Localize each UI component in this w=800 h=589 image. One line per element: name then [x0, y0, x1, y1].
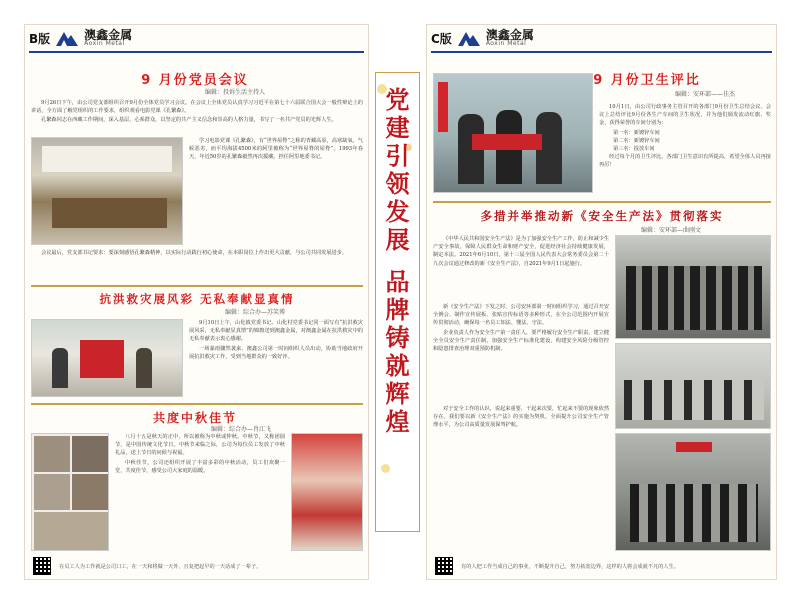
company-logo-icon: [56, 30, 78, 46]
article-byline: 编辑：综合办—苏笑博: [225, 309, 286, 316]
article-title: 9 月份卫生评比: [593, 73, 701, 88]
article-body: [433, 405, 609, 549]
brand-name: 澳鑫金属: [84, 28, 133, 42]
page-header: [431, 29, 534, 47]
meeting-room-photo: [615, 343, 771, 429]
brand-name-en: Aoxin Metal: [485, 40, 527, 47]
paragraph: 对于安全工作的认识，说起来重要，干起来次要，忙起来不要的现象依然存在。我们要以新《安全生产法》的实施为契机，全面提升公司安全生产管理水平，为公司高质量发展保驾护航。: [433, 406, 609, 429]
edition-label: B版: [29, 31, 51, 46]
paragraph: 学习电影党课《孔繁森》，有“世界屋脊”之称的青藏高原，高寒缺氧，气候恶劣，而平均海拔4500米的阿里被称为“世界屋脊的屋脊”。1993年春天，年近50岁的孔繁森毅然再次援藏，担任阿里地委书记。: [189, 138, 363, 161]
festival-photo-grid: [31, 433, 109, 551]
paragraph: 企业负责人作为安全生产第一责任人，要严格履行安全生产职责，建立健全全员安全生产责任制，加强安全生产标准化建设，构建安全风险分级管控和隐患排查治理双重预防机制。: [433, 329, 609, 353]
article-title: 共度中秋佳节: [152, 411, 237, 425]
article-body: [189, 137, 363, 247]
paragraph: 经过每个月的卫生评比，各部门卫生意识有所提高，希望全体人员再接再厉！: [599, 154, 771, 169]
slogan-char: 煌: [385, 407, 410, 436]
slogan-char: 铸: [385, 323, 410, 352]
slogan-char: 发: [385, 197, 410, 226]
banner-photo: [31, 319, 183, 397]
qr-code-icon: [33, 557, 51, 575]
paragraph: 10月1日，由公司行政事务主管召开的各部门9月份卫生总结会议。会议上总结评比9月份各生产车间的卫生状况，并为他们颁发流动红旗、奖金，获得荣誉的车间分别为：: [599, 104, 771, 127]
article-body: [189, 319, 363, 391]
section-divider: [31, 285, 363, 287]
slogan-char: 建: [385, 113, 410, 142]
article-body: [433, 235, 609, 301]
page-c: [426, 24, 777, 580]
paragraph: 孔繁森同志在西藏工作期间，深入基层，心系群众，以坚定的共产主义信念和崇高的人格力量，书写了一名共产党员的光辉人生。: [41, 117, 337, 124]
article-title: 抗洪救灾展风彩 无私奉献显真情: [99, 292, 295, 306]
mooncake-photo: [291, 433, 363, 551]
article-byline: 编辑：投诉生活主持人: [205, 89, 266, 96]
paragraph: 9月10日上午，山化镇党委书记、山化村党委书记同一面写有“抗洪救灾展风采，无私奉献显真情”的锦旗送到澳鑫金属，对澳鑫金属在抗洪救灾中的无私奉献表示衷心感谢。: [189, 320, 363, 343]
qr-code-icon: [435, 557, 453, 575]
winner-item: 第一名：新镀锌车间: [613, 129, 660, 136]
company-logo-icon: [458, 30, 480, 46]
article-body: [31, 99, 363, 135]
slogan-char: 品: [385, 267, 410, 296]
paragraph: 新《安全生产法》下发之时，公司安环部第一时间组织学习，通过召开安全例会、制作宣传展板、张贴宣传标语等多种形式，在全公司范围内开展宣传贯彻活动，确保每一名员工知法、懂法、守法。: [433, 304, 609, 327]
brand: [84, 29, 132, 47]
edition-label: C版: [431, 31, 452, 46]
meeting-photo: [31, 137, 183, 245]
header-rule: [29, 51, 364, 53]
vertical-slogan: [369, 86, 426, 436]
section-divider: [433, 201, 771, 203]
workshop-photo: [615, 433, 771, 551]
paragraph: 一场暴雨骤然袭来，澳鑫公司第一时间组织人员出动，协助当地政府开展抗洪救灾工作，受到当地群众的一致好评。: [189, 345, 363, 360]
article-body: [31, 249, 363, 283]
article-byline: 编辑：安环部——佳杰: [675, 91, 736, 98]
article-title: 9 月份党员会议: [141, 73, 249, 88]
paragraph: 中秋佳节，公司还组织开展了丰富多彩的中秋活动，员工们欢聚一堂，共度佳节，感受公司大家庭的温暖。: [115, 459, 285, 474]
page-header: [29, 29, 132, 47]
page-b: [24, 24, 369, 580]
section-divider: [31, 403, 363, 405]
slogan-char: 牌: [385, 295, 410, 324]
article-body: [433, 303, 609, 403]
brand-name: 澳鑫金属: [485, 28, 534, 42]
slogan-char: 辉: [385, 379, 410, 408]
brand-name-en: Aoxin Metal: [84, 40, 125, 47]
page-footer: 有的人把工作当成自己的事业，不断提升自己，努力拓宽边界，这样的人将会成就不凡的人生。: [461, 564, 679, 570]
decor-bubble: [381, 464, 390, 473]
slogan-char: 领: [385, 169, 410, 198]
slogan-char: 展: [385, 225, 410, 254]
slogan-char: 党: [385, 85, 410, 114]
paragraph: 会议最后，党支部书记要求：要深刻感悟孔繁森精神，以实际行动践行初心使命，在本职岗位上作出更大贡献，与公司共同发展进步。: [41, 250, 348, 256]
paragraph: 《中华人民共和国安全生产法》是为了加强安全生产工作，防止和减少生产安全事故，保障人民群众生命和财产安全，促进经济社会持续健康发展，制定本法。2021年6月10日，第十三届全国人民代表大会常务委员会第二十九次会议通过修改的新《安全生产法》，自2021年9月1日起施行。: [433, 236, 609, 267]
brand: [486, 29, 534, 47]
winner-item: 第三名：投放车间: [613, 146, 655, 153]
header-rule: [431, 51, 772, 53]
article-body: [115, 433, 285, 551]
article-byline: 编辑：安环部—曲刚文: [641, 227, 702, 234]
winner-list: [599, 129, 771, 154]
article-byline: 编辑：综合办—肖江飞: [211, 426, 272, 433]
paragraph: 9月26日下午，由公司党支部组织召开9月份全体党员学习会议。在会议上全体党员认真学习习近平在第七十六届联合国大会一般性辩论上的讲话，全方面了解党组织的工作要求，组织观看电影党课《孔繁森》。: [31, 100, 363, 115]
paragraph: 八月十五是秋天的正中，所以被称为中秋或仲秋。中秋节，又称团圆节，是中国传统文化节日。中秋节来临之际，公司为每位员工发放了中秋礼品，送上节日的问候与祝福。: [115, 434, 285, 457]
page-footer: 在员工人为工作就是公司口工，在一天和将做一天外，且复把起早的一天话成了一辈子。: [59, 564, 262, 570]
award-photo: [433, 73, 593, 193]
center-spine: [369, 24, 426, 580]
article-title: 多措并举推动新《安全生产法》贯彻落实: [480, 209, 724, 223]
slogan-char: 引: [385, 141, 410, 170]
article-body: [599, 103, 771, 197]
safety-training-photo: [615, 235, 771, 339]
slogan-char: 就: [385, 351, 410, 380]
winner-item: 第二名：新镀锌车间: [613, 137, 660, 144]
